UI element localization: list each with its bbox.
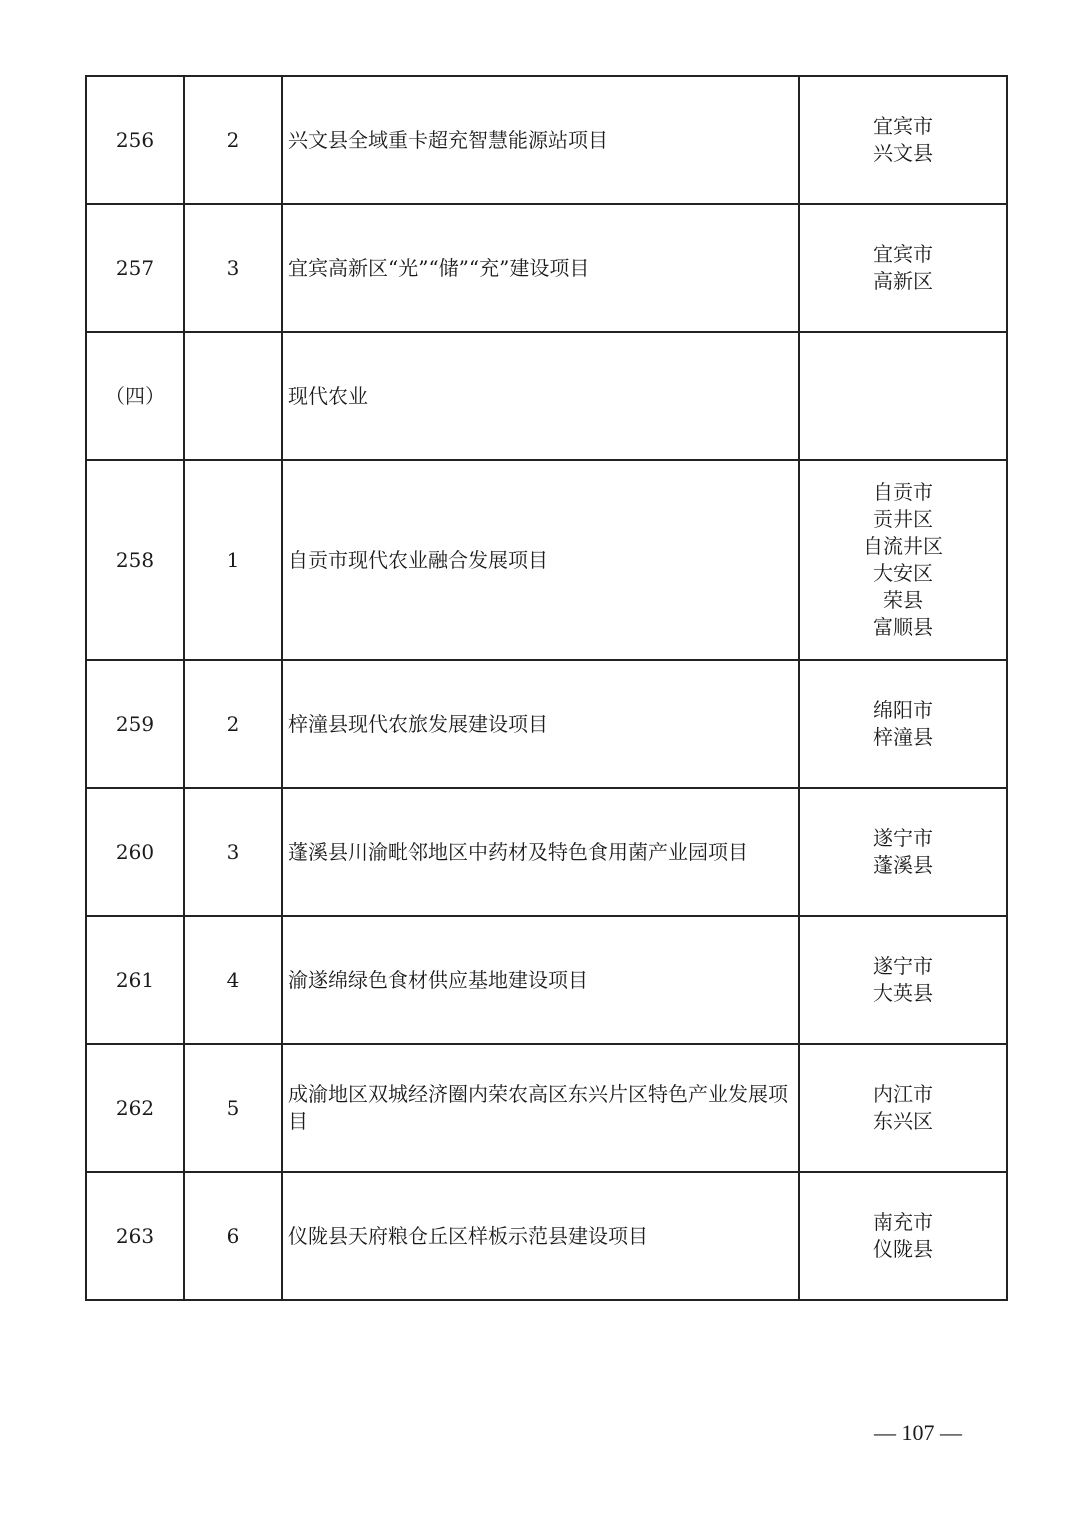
- location-line: 遂宁市: [873, 954, 933, 978]
- table-row: [86, 916, 1007, 1044]
- project-location: [799, 1172, 1007, 1300]
- project-name: 成渝地区双城经济圈内荣农高区东兴片区特色产业发展项目: [282, 1044, 799, 1172]
- row-number: 260: [86, 788, 184, 916]
- location-line: 富顺县: [873, 615, 933, 639]
- section-number: （四）: [86, 332, 184, 460]
- table-row: [86, 1172, 1007, 1300]
- location-line: 宜宾市: [873, 242, 933, 266]
- location-line: 大英县: [873, 981, 933, 1005]
- section-title: 现代农业: [282, 332, 799, 460]
- location-line: 绵阳市: [873, 698, 933, 722]
- location-line: 遂宁市: [873, 826, 933, 850]
- project-name: 渝遂绵绿色食材供应基地建设项目: [282, 916, 799, 1044]
- row-sequence: 5: [184, 1044, 282, 1172]
- row-sequence: 2: [184, 76, 282, 204]
- table-row: [86, 788, 1007, 916]
- project-location: [799, 916, 1007, 1044]
- project-location: [799, 460, 1007, 660]
- location-line: 高新区: [873, 269, 933, 293]
- table-row: [86, 204, 1007, 332]
- row-sequence: 3: [184, 788, 282, 916]
- location-line: 梓潼县: [873, 725, 933, 749]
- row-number: 259: [86, 660, 184, 788]
- row-sequence: 2: [184, 660, 282, 788]
- table-row: [86, 460, 1007, 660]
- project-table: [85, 75, 1008, 1301]
- row-sequence: 4: [184, 916, 282, 1044]
- project-name: 仪陇县天府粮仓丘区样板示范县建设项目: [282, 1172, 799, 1300]
- project-location: [799, 660, 1007, 788]
- project-location: [799, 1044, 1007, 1172]
- project-name: 梓潼县现代农旅发展建设项目: [282, 660, 799, 788]
- location-line: 内江市: [873, 1082, 933, 1106]
- row-sequence: 1: [184, 460, 282, 660]
- location-line: 自流井区: [863, 534, 943, 558]
- project-location: [799, 204, 1007, 332]
- project-name: 兴文县全域重卡超充智慧能源站项目: [282, 76, 799, 204]
- project-name: 自贡市现代农业融合发展项目: [282, 460, 799, 660]
- row-sequence: 6: [184, 1172, 282, 1300]
- row-sequence: [184, 332, 282, 460]
- row-number: 256: [86, 76, 184, 204]
- row-number: 263: [86, 1172, 184, 1300]
- location-line: 宜宾市: [873, 114, 933, 138]
- project-name: 蓬溪县川渝毗邻地区中药材及特色食用菌产业园项目: [282, 788, 799, 916]
- row-number: 261: [86, 916, 184, 1044]
- location-line: 荣县: [883, 588, 923, 612]
- row-number: 257: [86, 204, 184, 332]
- table-row: [86, 1044, 1007, 1172]
- location-line: 仪陇县: [873, 1237, 933, 1261]
- project-location: [799, 76, 1007, 204]
- location-line: 大安区: [873, 561, 933, 585]
- location-line: 贡井区: [873, 507, 933, 531]
- row-sequence: 3: [184, 204, 282, 332]
- project-location: [799, 788, 1007, 916]
- location-line: 兴文县: [873, 141, 933, 165]
- table-row: [86, 76, 1007, 204]
- project-location: [799, 332, 1007, 460]
- table-row: [86, 660, 1007, 788]
- page-number: — 107 —: [874, 1420, 962, 1445]
- location-line: 南充市: [873, 1210, 933, 1234]
- row-number: 262: [86, 1044, 184, 1172]
- location-line: 东兴区: [873, 1109, 933, 1133]
- section-row: [86, 332, 1007, 460]
- location-line: 蓬溪县: [873, 853, 933, 877]
- project-name: 宜宾高新区“光”“储”“充”建设项目: [282, 204, 799, 332]
- row-number: 258: [86, 460, 184, 660]
- location-line: 自贡市: [873, 480, 933, 504]
